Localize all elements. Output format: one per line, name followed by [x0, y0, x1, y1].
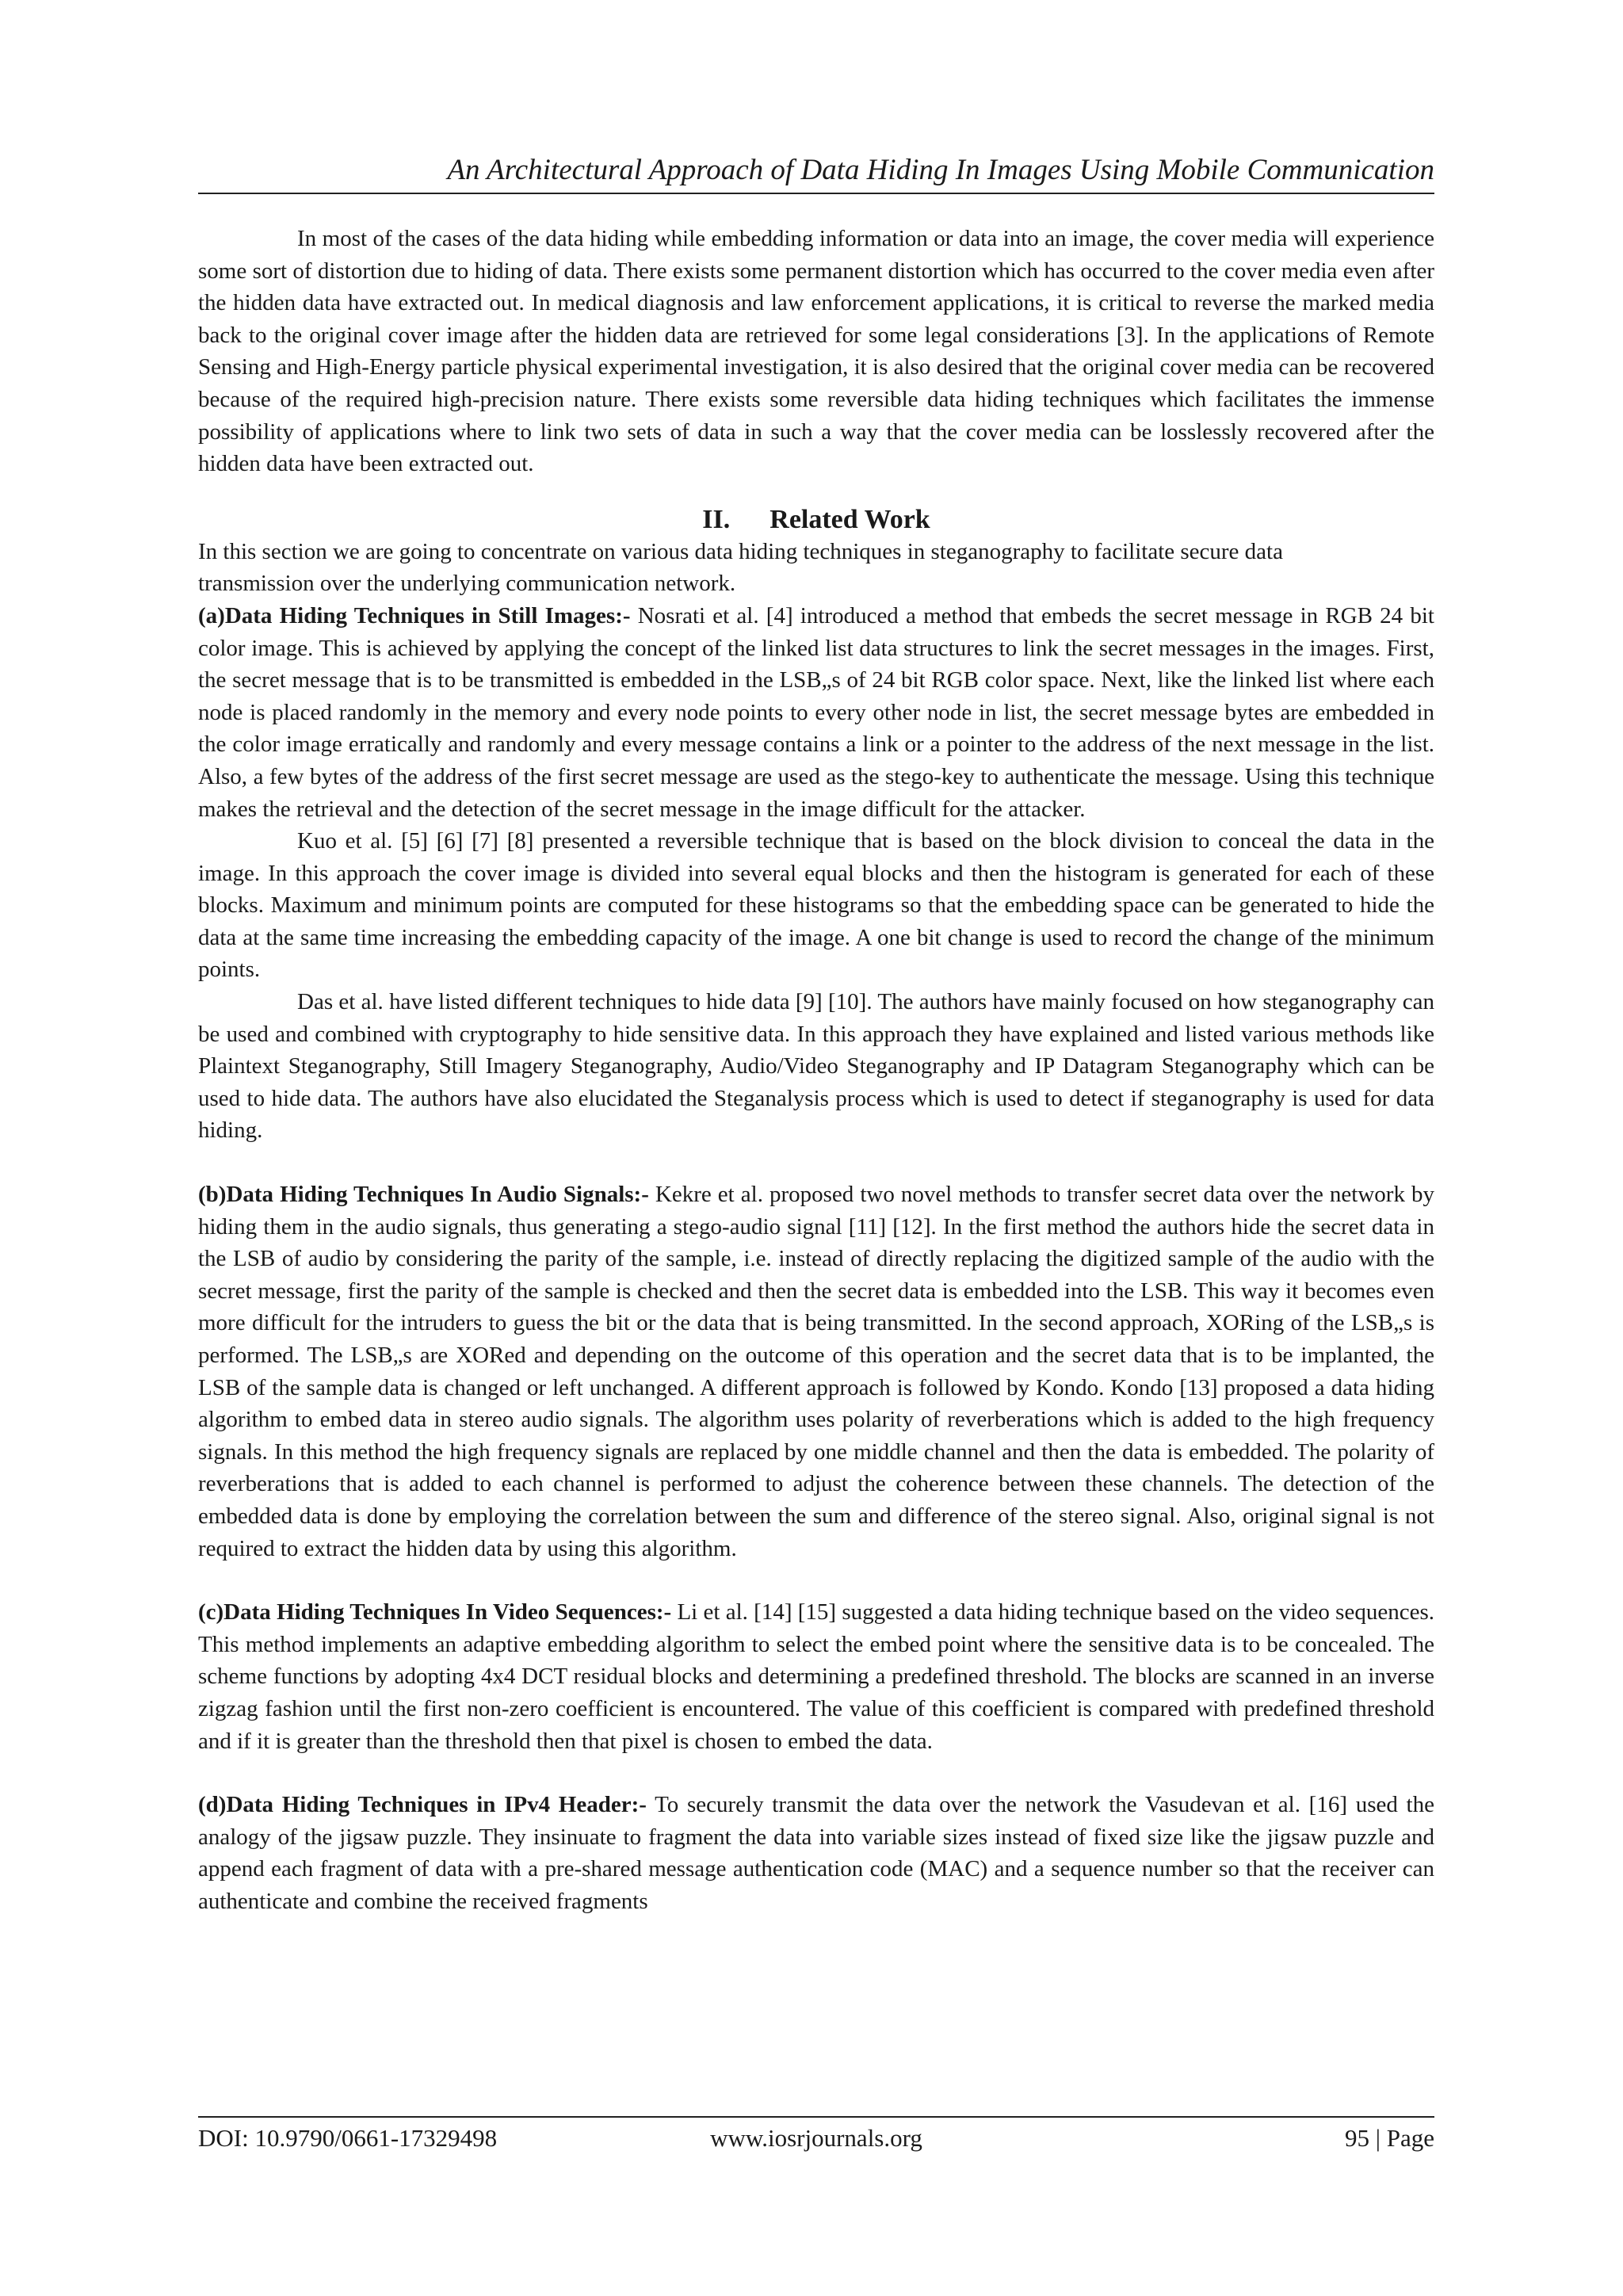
footer-rule	[198, 2116, 1434, 2118]
subsection-d-heading: (d)Data Hiding Techniques in IPv4 Header:-	[198, 1792, 647, 1818]
section-number: II.	[702, 504, 731, 534]
section-title: Related Work	[769, 504, 930, 534]
subsection-a-heading: (a)Data Hiding Techniques in Still Images:-	[198, 602, 631, 628]
footer-doi: DOI: 10.9790/0661-17329498	[198, 2124, 498, 2152]
subsection-c-paragraph	[198, 1596, 1434, 1757]
running-header: An Architectural Approach of Data Hiding In Images Using Mobile Communication	[447, 154, 1434, 186]
subsection-d-paragraph	[198, 1789, 1434, 1917]
subsection-b-paragraph	[198, 1179, 1434, 1564]
section-intro: In this section we are going to concentrate on various data hiding techniques in steganography to facilitate secure data transmission over the underlying communication network.	[198, 538, 1283, 597]
footer-page-number: 95 | Page	[1345, 2124, 1434, 2152]
subsection-a-text: Nosrati et al. [4] introduced a method that embeds the secret message in RGB 24 bit color image. This is achieved by applying the concept of the linked list data structures to link the secret messages in the images. First, the secret message that is to be transmitted is embedded in the LSB„s of 24 bit RGB color space. Next, like the linked list where each node is placed randomly in the memory and every node points to every other node in list, the secret message bytes are embedded in the color image erratically and randomly and every message contains a link or a pointer to the address of the next message in the list. Also, a few bytes of the address of the first secret message are used as the stego-key to authenticate the message. Using this technique makes the retrieval and the detection of the secret message in the image difficult for the attacker.	[198, 602, 1434, 822]
header-rule	[198, 193, 1434, 194]
section-heading	[198, 504, 1434, 536]
subsection-b-heading: (b)Data Hiding Techniques In Audio Signals:-	[198, 1182, 649, 1208]
subsection-c-text: Li et al. [14] [15] suggested a data hiding technique based on the video sequences. This method implements an adaptive embedding algorithm to select the embed point where the sensitive data is to be concealed. The scheme functions by adopting 4x4 DCT residual blocks and determining a predefined threshold. The blocks are scanned in an inverse zigzag fashion until the first non-zero coefficient is encountered. The value of this coefficient is compared with predefined threshold and if it is greater than the threshold then that pixel is chosen to embed the data.	[198, 1599, 1434, 1754]
body-text	[198, 223, 1434, 1918]
subsection-d-text: To securely transmit the data over the network the Vasudevan et al. [16] used the analogy of the jigsaw puzzle. They insinuate to fragment the data into variable sizes instead of fixed size like the jigsaw puzzle and append each fragment of data with a pre-shared message authentication code (MAC) and a sequence number so that the receiver can authenticate and combine the received fragments	[198, 1792, 1434, 1914]
subsection-c-heading: (c)Data Hiding Techniques In Video Sequences:-	[198, 1599, 672, 1626]
subsection-b-text: Kekre et al. proposed two novel methods to transfer secret data over the network by hiding them in the audio signals, thus generating a stego-audio signal [11] [12]. In the first method the authors hide the secret data in the LSB of audio by considering the parity of the sample, i.e. instead of directly replacing the digitized sample of the audio with the secret message, first the parity of the sample is checked and then the secret data is embedded into the LSB. This way it becomes even more difficult for the intruders to guess the bit or the data that is being transmitted. In the second approach, XORing of the LSB„s is performed. The LSB„s are XORed and depending on the outcome of this operation and the secret data that is to be implanted, the LSB of the sample data is changed or left unchanged. A different approach is followed by Kondo. Kondo [13] proposed a data hiding algorithm to embed data in stereo audio signals. The algorithm uses polarity of reverberations which is added to the high frequency signals. In this method the high frequency signals are replaced by one middle channel and then the data is embedded. The polarity of reverberations that is added to each channel is performed to adjust the coherence between these channels. The detection of the embedded data is done by employing the correlation between the sum and difference of the stereo signal. Also, original signal is not required to extract the hidden data by using this algorithm.	[198, 1182, 1434, 1561]
subsection-a-paragraph	[198, 600, 1434, 825]
das-paragraph: Das et al. have listed different techniques to hide data [9] [10]. The authors have mainly focused on how steganography can be used and combined with cryptography to hide sensitive data. In this approach they have explained and listed various methods like Plaintext Steganography, Still Imagery Steganography, Audio/Video Steganography and IP Datagram Steganography which can be used to hide data. The authors have also elucidated the Steganalysis process which is used to detect if steganography is used for data hiding.	[198, 989, 1434, 1144]
footer-website[interactable]: www.iosrjournals.org	[710, 2124, 922, 2152]
intro-paragraph: In most of the cases of the data hiding while embedding information or data into an image, the cover media will experience some sort of distortion due to hiding of data. There exists some permanent distortion which has occurred to the cover media even after the hidden data have extracted out. In medical diagnosis and law enforcement applications, it is critical to reverse the marked media back to the original cover image after the hidden data are retrieved for some legal considerations [3]. In the applications of Remote Sensing and High-Energy particle physical experimental investigation, it is also desired that the original cover media can be recovered because of the required high-precision nature. There exists some reversible data hiding techniques which facilitates the immense possibility of applications where to link two sets of data in such a way that the cover media can be losslessly recovered after the hidden data have been extracted out.	[198, 226, 1434, 477]
kuo-paragraph: Kuo et al. [5] [6] [7] [8] presented a reversible technique that is based on the block division to conceal the data in the image. In this approach the cover image is divided into several equal blocks and then the histogram is generated for each of these blocks. Maximum and minimum points are computed for these histograms so that the embedding space can be generated to hide the data at the same time increasing the embedding capacity of the image. A one bit change is used to record the change of the minimum points.	[198, 828, 1434, 983]
